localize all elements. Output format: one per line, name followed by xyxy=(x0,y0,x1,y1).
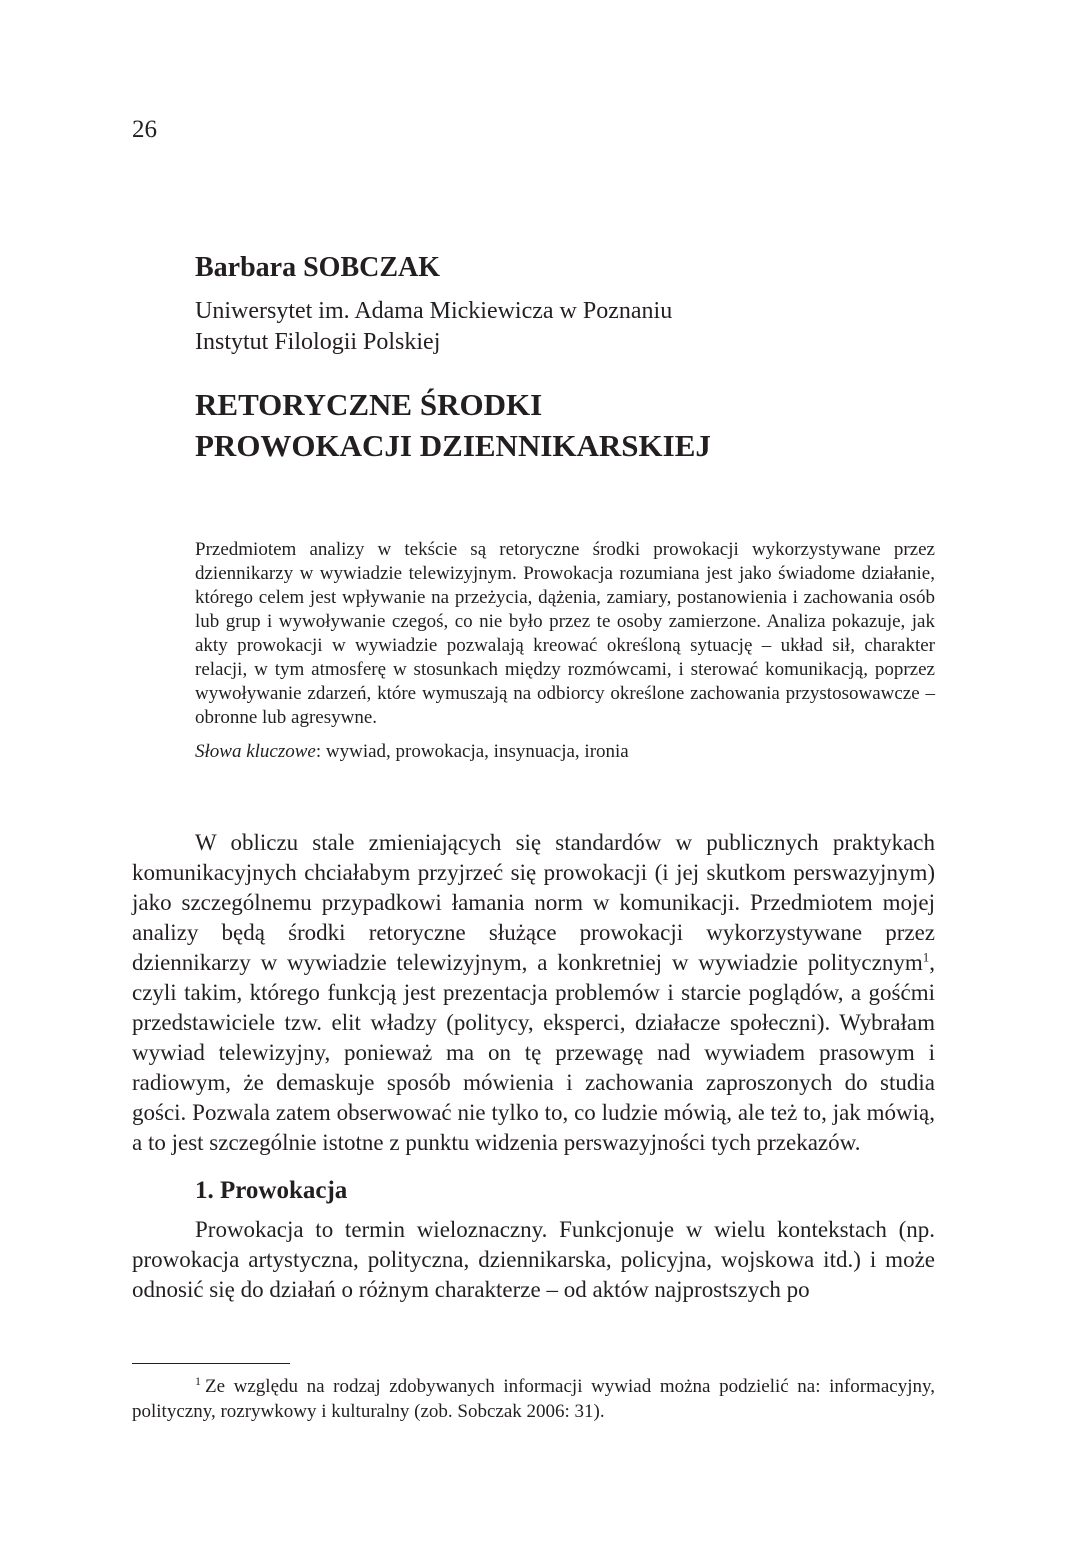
footnote-text: Ze względu na rodzaj zdobywanych informacji wywiad można podzielić na: informacyjny, polityczny, rozrywkowy i kulturalny (zob. Sobczak 2006: 31). xyxy=(132,1376,935,1422)
page-number: 26 xyxy=(132,116,157,143)
body-paragraph-2: Prowokacja to termin wieloznaczny. Funkcjonuje w wielu kontekstach (np. prowokacja artystyczna, polityczna, dziennikarska, policyjna, wojskowa itd.) i może odnosić się do działań o różnym charakterze – od aktów najprostszych po xyxy=(132,1217,935,1302)
section-heading-prowokacja: 1. Prowokacja xyxy=(195,1177,348,1204)
affiliation-university: Uniwersytet im. Adama Mickiewicza w Poznaniu xyxy=(195,298,673,324)
abstract xyxy=(195,538,935,764)
article-title xyxy=(195,384,955,466)
article-header xyxy=(195,252,955,466)
abstract-text: Przedmiotem analizy w tekście są retoryczne środki prowokacji wykorzystywane przez dziennikarzy w wywiadzie telewizyjnym. Prowokacja rozumiana jest jako świadome działanie, którego celem jest wpływanie na przeżycia, dążenia, zamiary, postanowienia i zachowania osób lub grup i wywoływanie czegoś, co nie było przez te osoby zamierzone. Analiza pokazuje, jak akty prowokacji w wywiadzie pozwalają kreować określoną sytuację – układ sił, charakter relacji, w tym atmosferę w stosunkach między rozmówcami, i sterować komunikacją, poprzez wywoływanie zdarzeń, które wymuszają na odbiorcy określone zachowania przystosowawcze – obronne lub agresywne. xyxy=(195,539,935,728)
keywords-value: : wywiad, prowokacja, insynuacja, ironia xyxy=(315,741,629,762)
body-paragraph-1 xyxy=(132,828,935,1158)
article-title-line1: RETORYCZNE ŚRODKI xyxy=(195,387,543,422)
keywords xyxy=(195,740,935,764)
footnote-reference: 1 xyxy=(922,949,930,965)
author-name: Barbara SOBCZAK xyxy=(195,252,441,283)
main-text xyxy=(132,828,935,1305)
body-paragraph-1-part1: W obliczu stale zmieniających się standardów w publicznych praktykach komunikacyjnych chciałabym przyjrzeć się prowokacji (i jej skutkom perswazyjnym) jako szczególnemu przypadkowi łamania norm w komunikacji. Przedmiotem mojej analizy będą środki retoryczne służące prowokacji wykorzystywane przez dziennikarzy w wywiadzie telewizyjnym, a konkretniej w wywiadzie politycznym xyxy=(132,830,935,975)
affiliation-institute: Instytut Filologii Polskiej xyxy=(195,329,441,355)
footnote-number: 1 xyxy=(195,1373,201,1388)
footnote-divider xyxy=(132,1363,290,1364)
footnote-1 xyxy=(132,1374,935,1424)
article-title-line2: PROWOKACJI DZIENNIKARSKIEJ xyxy=(195,428,711,463)
body-paragraph-1-part2: , czyli takim, którego funkcją jest prezentacja problemów i starcie poglądów, a gośćmi przedstawiciele tzw. elit władzy (politycy, eksperci, działacze społeczni). Wybrałam wywiad telewizyjny, ponieważ ma on tę przewagę nad wywiadem prasowym i radiowym, że demaskuje sposób mówienia i zachowania zaproszonych do studia gości. Pozwala zatem obserwować nie tylko to, co ludzie mówią, ale też to, jak mówią, a to jest szczególnie istotne z punktu widzenia perswazyjności tych przekazów. xyxy=(132,950,935,1155)
footnote xyxy=(132,1374,935,1424)
keywords-label: Słowa kluczowe xyxy=(195,741,316,762)
